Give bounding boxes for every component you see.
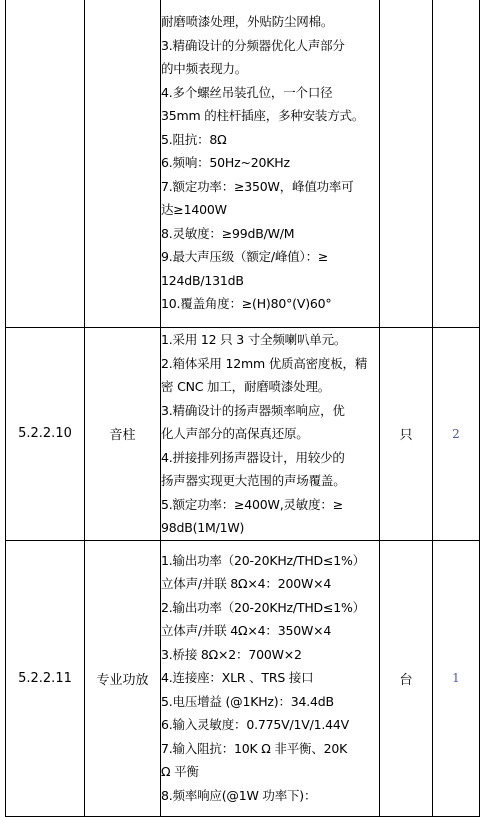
spec-line: 8.频率响应(@1W 功率下)： <box>161 787 317 803</box>
item-spec-cell <box>161 540 380 816</box>
spec-line: 5.阻抗：8Ω <box>161 131 227 147</box>
spec-line: Ω 平衡 <box>161 764 199 780</box>
spec-line: 3.桥接 8Ω×2：700W×2 <box>161 646 302 662</box>
spec-line: 8.灵敏度：≥99dB/W/M <box>161 225 295 241</box>
spec-line: 立体声/并联 8Ω×4：200W×4 <box>161 576 332 592</box>
item-spec-cell <box>161 0 380 328</box>
spec-line: 达≥1400W <box>161 202 227 218</box>
item-number-cell <box>6 0 85 328</box>
item-unit-cell: 台 <box>380 540 433 816</box>
spec-line: 10.覆盖角度：≥(H)80°(V)60° <box>161 296 332 312</box>
spec-table <box>5 0 480 817</box>
spec-line: 3.精确设计的扬声器频率响应，优 <box>161 402 345 418</box>
spec-line: 5.电压增益 (@1KHz)：34.4dB <box>161 693 334 709</box>
spec-line: 化人声部分的高保真还原。 <box>161 426 309 441</box>
spec-line: 5.额定功率：≥400W,灵敏度：≥ <box>161 496 343 512</box>
item-quantity-cell <box>433 0 480 328</box>
spec-line: 1.输出功率（20-20KHz/THD≤1%） <box>161 552 365 568</box>
spec-line: 4.多个螺丝吊装孔位，一个口径 <box>161 84 333 100</box>
item-unit-cell <box>380 0 433 328</box>
spec-line: 密 CNC 加工，耐磨喷漆处理。 <box>161 379 331 394</box>
spec-line: 1.采用 12 只 3 寸全频喇叭单元。 <box>161 332 347 347</box>
table-row <box>6 328 480 541</box>
item-number-cell: 5.2.2.10 <box>6 328 85 541</box>
spec-line: 35mm 的柱杆插座，多种安装方式。 <box>161 108 365 124</box>
spec-line: 扬声器实现更大范围的声场覆盖。 <box>161 473 346 488</box>
item-spec-cell <box>161 328 380 541</box>
spec-line: 7.额定功率：≥350W，峰值功率可 <box>161 178 354 194</box>
table-row <box>6 540 480 816</box>
item-name-cell <box>85 0 161 328</box>
item-quantity-cell: 2 <box>433 328 480 541</box>
item-quantity-cell: 1 <box>433 540 480 816</box>
spec-line: 6.输入灵敏度：0.775V/1V/1.44V <box>161 717 349 733</box>
spec-line: 124dB/131dB <box>161 272 244 288</box>
spec-line: 2.箱体采用 12mm 优质高密度板，精 <box>161 355 368 371</box>
spec-line: 3.精确设计的分频器优化人声部分 <box>161 37 345 53</box>
spec-line: 立体声/并联 4Ω×4：350W×4 <box>161 623 332 639</box>
spec-line: 2.输出功率（20-20KHz/THD≤1%） <box>161 599 365 615</box>
spec-line: 7.输入阻抗：10K Ω 非平衡、20K <box>161 740 348 756</box>
item-name-cell: 音柱 <box>85 328 161 541</box>
table-row <box>6 0 480 328</box>
spec-line: 耐磨喷漆处理，外贴防尘网棉。 <box>161 14 334 30</box>
spec-line: 9.最大声压级（额定/峰值）：≥ <box>161 249 329 265</box>
spec-line: 98dB(1M/1W) <box>161 520 245 535</box>
item-name-cell: 专业功放 <box>85 540 161 816</box>
item-number-cell: 5.2.2.11 <box>6 540 85 816</box>
spec-line: 4.拼接排列扬声器设计，用较少的 <box>161 449 345 465</box>
spec-line: 6.频响：50Hz~20KHz <box>161 155 290 171</box>
spec-line: 的中频表现力。 <box>161 61 248 77</box>
item-unit-cell: 只 <box>380 328 433 541</box>
spec-line: 4.连接座：XLR 、TRS 接口 <box>161 670 314 686</box>
